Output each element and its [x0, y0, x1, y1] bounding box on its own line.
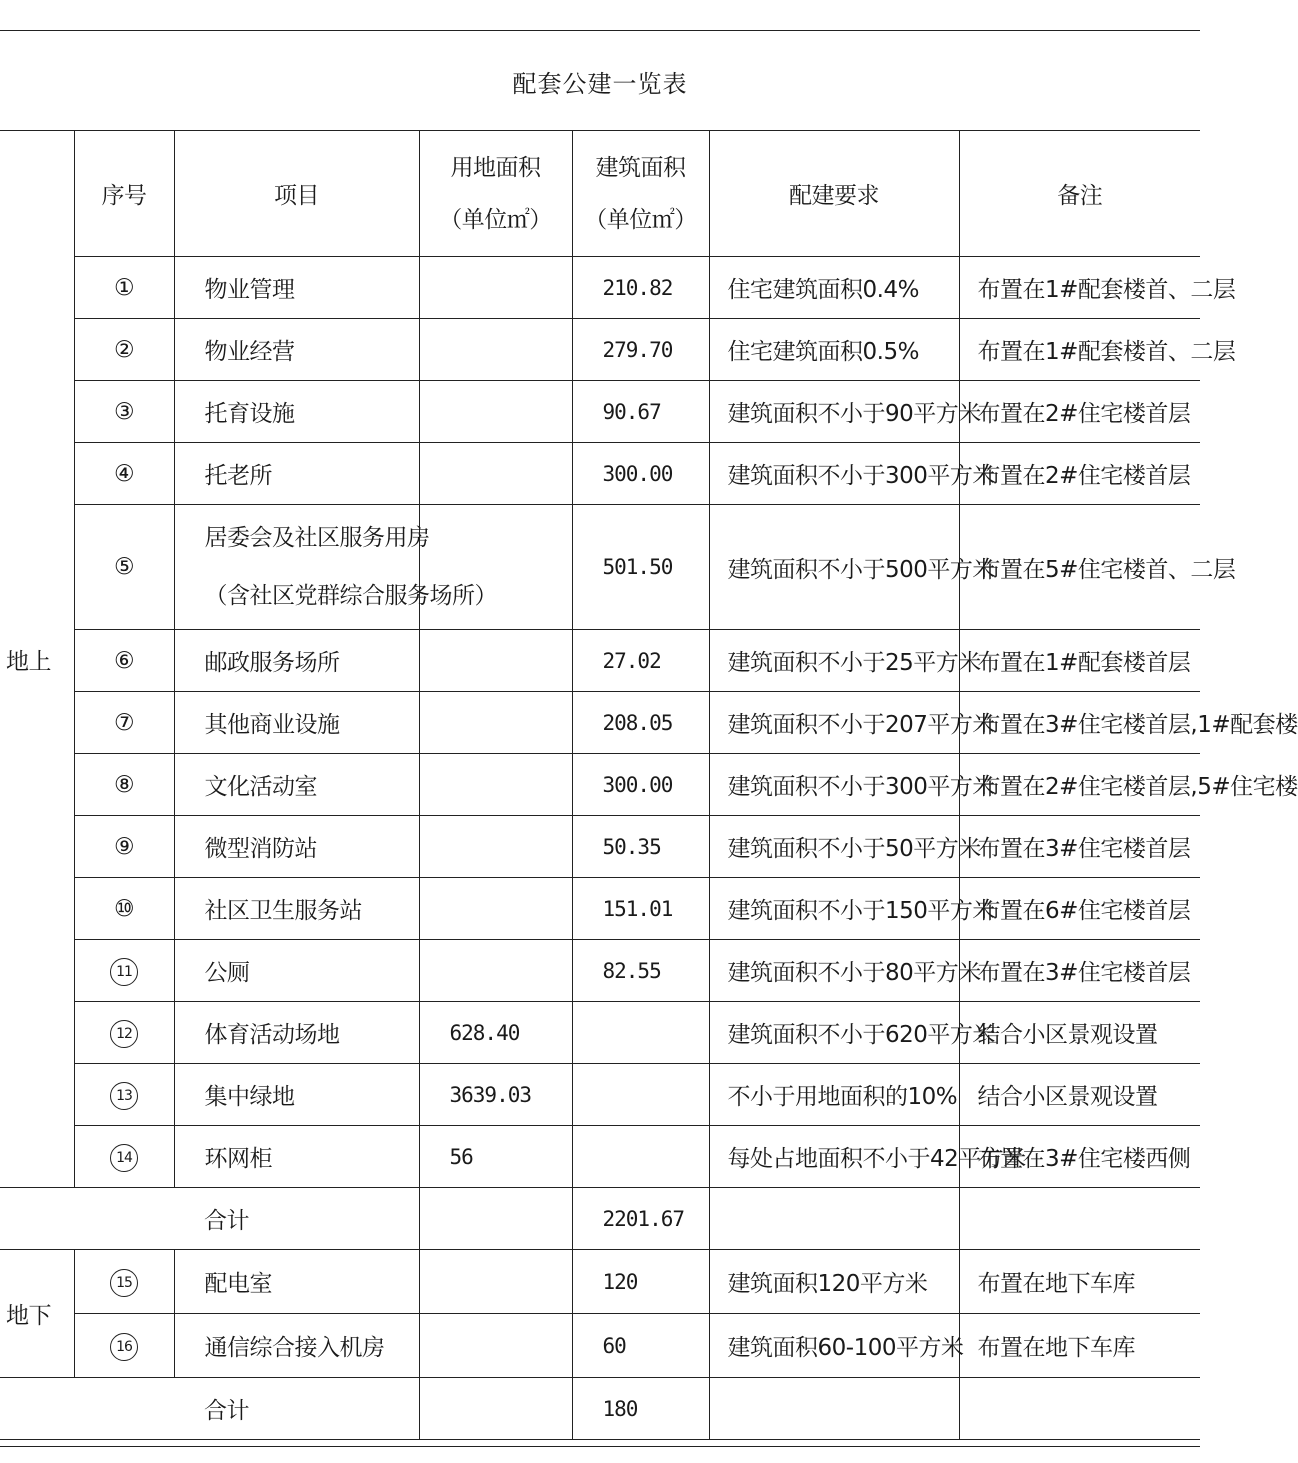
- row-item-line2: （含社区党群综合服务场所）: [204, 583, 497, 609]
- row-item: 托老所: [174, 443, 419, 505]
- row-note: 结合小区景观设置: [959, 1002, 1200, 1064]
- row-note: 布置在3#住宅楼首层: [959, 940, 1200, 1002]
- table-row: [0, 1314, 1200, 1378]
- row-note: 布置在2#住宅楼首层,5#住宅楼: [959, 754, 1200, 816]
- row-index-number: 13: [110, 1082, 138, 1110]
- table-row: [0, 630, 1200, 692]
- total-note: [959, 1188, 1200, 1250]
- row-note: 布置在3#住宅楼首层,1#配套楼: [959, 692, 1200, 754]
- header-land-area-line2: （单位㎡）: [439, 206, 552, 233]
- row-land-area: [419, 1250, 572, 1314]
- table-row: [0, 443, 1200, 505]
- row-build-area: 210.82: [572, 257, 709, 319]
- total-note: [959, 1378, 1200, 1440]
- row-item-line1: 居委会及社区服务用房: [204, 525, 430, 551]
- row-requirement: 不小于用地面积的10%: [709, 1064, 959, 1126]
- row-index-number: ④: [113, 460, 135, 487]
- table-row: [0, 1126, 1200, 1188]
- row-build-area: 82.55: [572, 940, 709, 1002]
- row-requirement: 建筑面积不小于500平方米: [709, 505, 959, 630]
- row-item: 环网柜: [174, 1126, 419, 1188]
- row-index: [74, 754, 174, 816]
- row-build-area: 501.50: [572, 505, 709, 630]
- total-land-area: [419, 1378, 572, 1440]
- row-build-area: 300.00: [572, 443, 709, 505]
- row-requirement: 建筑面积60-100平方米: [709, 1314, 959, 1378]
- row-land-area: 628.40: [419, 1002, 572, 1064]
- header-build-area-line2: （单位㎡）: [584, 206, 697, 233]
- row-note: 布置在地下车库: [959, 1314, 1200, 1378]
- row-build-area: 120: [572, 1250, 709, 1314]
- total-build-area: 180: [572, 1378, 709, 1440]
- row-land-area: [419, 630, 572, 692]
- table-row: [0, 754, 1200, 816]
- row-index-number: 15: [110, 1269, 138, 1297]
- row-requirement: 建筑面积不小于620平方米: [709, 1002, 959, 1064]
- row-note: 布置在3#住宅楼首层: [959, 816, 1200, 878]
- table-row: [0, 319, 1200, 381]
- row-requirement: 建筑面积不小于300平方米: [709, 443, 959, 505]
- row-note: 布置在1#配套楼首层: [959, 630, 1200, 692]
- row-item: 集中绿地: [174, 1064, 419, 1126]
- total-requirement: [709, 1188, 959, 1250]
- row-item: 托育设施: [174, 381, 419, 443]
- row-index-number: 14: [110, 1144, 138, 1172]
- row-note: 布置在地下车库: [959, 1250, 1200, 1314]
- header-build-area-line1: 建筑面积: [595, 154, 686, 181]
- row-item: 通信综合接入机房: [174, 1314, 419, 1378]
- row-index: [74, 381, 174, 443]
- row-build-area: [572, 1126, 709, 1188]
- row-land-area: [419, 754, 572, 816]
- row-index-number: ①: [113, 274, 135, 301]
- total-build-area: 2201.67: [572, 1188, 709, 1250]
- row-index-number: ⑨: [113, 833, 135, 860]
- row-land-area: [419, 816, 572, 878]
- row-index-number: 11: [110, 958, 138, 986]
- total-row-below: [0, 1378, 1200, 1440]
- row-land-area: 3639.03: [419, 1064, 572, 1126]
- row-note: 结合小区景观设置: [959, 1064, 1200, 1126]
- row-requirement: 建筑面积120平方米: [709, 1250, 959, 1314]
- row-index: [74, 1064, 174, 1126]
- row-note: 布置在2#住宅楼首层: [959, 381, 1200, 443]
- table-row: [0, 692, 1200, 754]
- row-requirement: 建筑面积不小于80平方米: [709, 940, 959, 1002]
- row-index: [74, 878, 174, 940]
- group-label-below: 地下: [0, 1250, 74, 1378]
- row-index-number: ⑧: [113, 771, 135, 798]
- row-index-number: 12: [110, 1020, 138, 1048]
- row-land-area: [419, 878, 572, 940]
- row-build-area: [572, 1064, 709, 1126]
- table-row: [0, 816, 1200, 878]
- row-note: 布置在3#住宅楼西侧: [959, 1126, 1200, 1188]
- row-land-area: [419, 381, 572, 443]
- row-index: [74, 443, 174, 505]
- row-index: [74, 1126, 174, 1188]
- total-spacer: [0, 1378, 174, 1440]
- header-note: 备注: [959, 131, 1200, 257]
- row-item: 体育活动场地: [174, 1002, 419, 1064]
- row-requirement: 住宅建筑面积0.5%: [709, 319, 959, 381]
- row-build-area: 90.67: [572, 381, 709, 443]
- row-note: 布置在1#配套楼首、二层: [959, 257, 1200, 319]
- row-index: [74, 940, 174, 1002]
- total-spacer: [0, 1188, 174, 1250]
- row-item: 微型消防站: [174, 816, 419, 878]
- row-index: [74, 692, 174, 754]
- row-item: 其他商业设施: [174, 692, 419, 754]
- row-index: [74, 319, 174, 381]
- row-index: [74, 630, 174, 692]
- header-row: [0, 131, 1200, 257]
- row-requirement: 建筑面积不小于150平方米: [709, 878, 959, 940]
- total-label: 合计: [174, 1188, 419, 1250]
- row-item: 社区卫生服务站: [174, 878, 419, 940]
- row-note: 布置在1#配套楼首、二层: [959, 319, 1200, 381]
- row-land-area: 56: [419, 1126, 572, 1188]
- table-row: [0, 1250, 1200, 1314]
- row-index: [74, 257, 174, 319]
- row-index: [74, 1002, 174, 1064]
- bottom-rule: [0, 1446, 1200, 1447]
- table-row: [0, 257, 1200, 319]
- row-requirement: 每处占地面积不小于42平方米: [709, 1126, 959, 1188]
- row-build-area: 300.00: [572, 754, 709, 816]
- top-rule: [0, 30, 1200, 31]
- row-build-area: 151.01: [572, 878, 709, 940]
- table-row: [0, 1002, 1200, 1064]
- row-requirement: 建筑面积不小于207平方米: [709, 692, 959, 754]
- header-item: 项目: [174, 131, 419, 257]
- total-land-area: [419, 1188, 572, 1250]
- header-land-area: [419, 131, 572, 257]
- facilities-table: [0, 130, 1298, 1440]
- row-index-number: ⑩: [113, 895, 135, 922]
- row-item: 物业经营: [174, 319, 419, 381]
- row-requirement: 建筑面积不小于50平方米: [709, 816, 959, 878]
- row-land-area: [419, 692, 572, 754]
- row-land-area: [419, 257, 572, 319]
- row-requirement: 建筑面积不小于90平方米: [709, 381, 959, 443]
- row-land-area: [419, 1314, 572, 1378]
- row-index: [74, 505, 174, 630]
- row-index: [74, 1250, 174, 1314]
- row-build-area: 208.05: [572, 692, 709, 754]
- row-build-area: 60: [572, 1314, 709, 1378]
- row-note: 布置在5#住宅楼首、二层: [959, 505, 1200, 630]
- row-build-area: [572, 1002, 709, 1064]
- header-land-area-line1: 用地面积: [450, 154, 541, 181]
- table-row: [0, 505, 1200, 630]
- row-requirement: 建筑面积不小于25平方米: [709, 630, 959, 692]
- row-index-number: ⑥: [113, 647, 135, 674]
- row-note: 布置在2#住宅楼首层: [959, 443, 1200, 505]
- group-label-above: 地上: [0, 131, 74, 1188]
- row-item: 邮政服务场所: [174, 630, 419, 692]
- row-build-area: 279.70: [572, 319, 709, 381]
- row-index-number: ⑤: [113, 554, 135, 580]
- table-row: [0, 878, 1200, 940]
- table-row: [0, 940, 1200, 1002]
- row-requirement: 住宅建筑面积0.4%: [709, 257, 959, 319]
- header-build-area: [572, 131, 709, 257]
- row-index-number: ③: [113, 398, 135, 425]
- row-land-area: [419, 940, 572, 1002]
- total-label: 合计: [174, 1378, 419, 1440]
- header-requirement: 配建要求: [709, 131, 959, 257]
- row-build-area: 50.35: [572, 816, 709, 878]
- row-requirement: 建筑面积不小于300平方米: [709, 754, 959, 816]
- header-index: 序号: [74, 131, 174, 257]
- row-build-area: 27.02: [572, 630, 709, 692]
- row-index: [74, 816, 174, 878]
- row-land-area: [419, 443, 572, 505]
- row-index-number: ②: [113, 336, 135, 363]
- row-item: 公厕: [174, 940, 419, 1002]
- row-land-area: [419, 319, 572, 381]
- row-item: 物业管理: [174, 257, 419, 319]
- total-row-above: [0, 1188, 1200, 1250]
- total-requirement: [709, 1378, 959, 1440]
- row-note: 布置在6#住宅楼首层: [959, 878, 1200, 940]
- row-index: [74, 1314, 174, 1378]
- table-row: [0, 381, 1200, 443]
- row-item: [174, 505, 497, 630]
- row-index-number: 16: [110, 1333, 138, 1361]
- row-item: 配电室: [174, 1250, 419, 1314]
- page-title: 配套公建一览表: [512, 70, 688, 98]
- row-index-number: ⑦: [113, 709, 135, 736]
- table-row: [0, 1064, 1200, 1126]
- row-item: 文化活动室: [174, 754, 419, 816]
